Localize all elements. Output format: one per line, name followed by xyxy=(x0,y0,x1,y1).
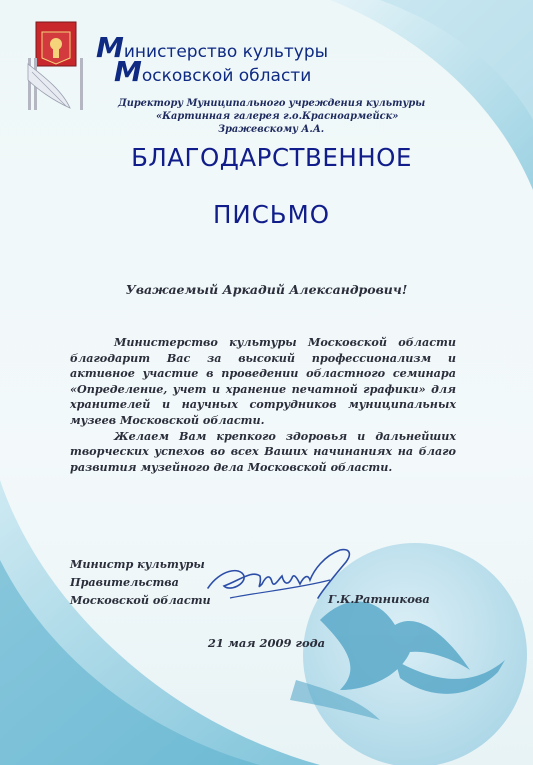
addressee-line-3: Зражевскому А.А. xyxy=(218,124,325,135)
addressee-line-2: «Картинная галерея г.о.Красноармейск» xyxy=(156,111,399,122)
document-title-line-1: БЛАГОДАРСТВЕННОЕ xyxy=(131,143,412,172)
position-line-2: Правительства xyxy=(70,575,179,589)
letter-body xyxy=(70,335,456,475)
ministry-initial-1: М xyxy=(96,31,124,64)
ministry-emblem-logo xyxy=(22,20,90,112)
signatory-name: Г.К.Ратникова xyxy=(328,592,430,606)
position-line-3: Московской области xyxy=(70,593,211,607)
ministry-line-2: осковской области xyxy=(141,66,312,86)
signatory-position xyxy=(70,555,211,609)
ministry-line-1: инистерство культуры xyxy=(123,42,329,62)
document-title-line-2: ПИСЬМО xyxy=(212,200,331,229)
addressee-line-1: Директору Муниципального учреждения культуры xyxy=(118,98,426,109)
ministry-name xyxy=(96,31,329,88)
ministry-initial-2: М xyxy=(114,55,142,88)
body-paragraph-2: Желаем Вам крепкого здоровья и дальнейших творческих успехов во всех Ваших начинаниях на благо развития музейного дела Московской области. xyxy=(70,428,456,474)
position-line-1: Министр культуры xyxy=(70,557,205,571)
body-paragraph-1: Министерство культуры Московской области благодарит Вас за высокий профессионализм и активное участие в проведении областного семинара «Определение, учет и хранение печатной графики» для хранителей и научных сотрудников муниципальных музеев Московской области. xyxy=(70,335,456,427)
addressee-block xyxy=(118,97,426,136)
greeting: Уважаемый Аркадий Александрович! xyxy=(125,282,408,297)
letter-date: 21 мая 2009 года xyxy=(207,636,326,650)
